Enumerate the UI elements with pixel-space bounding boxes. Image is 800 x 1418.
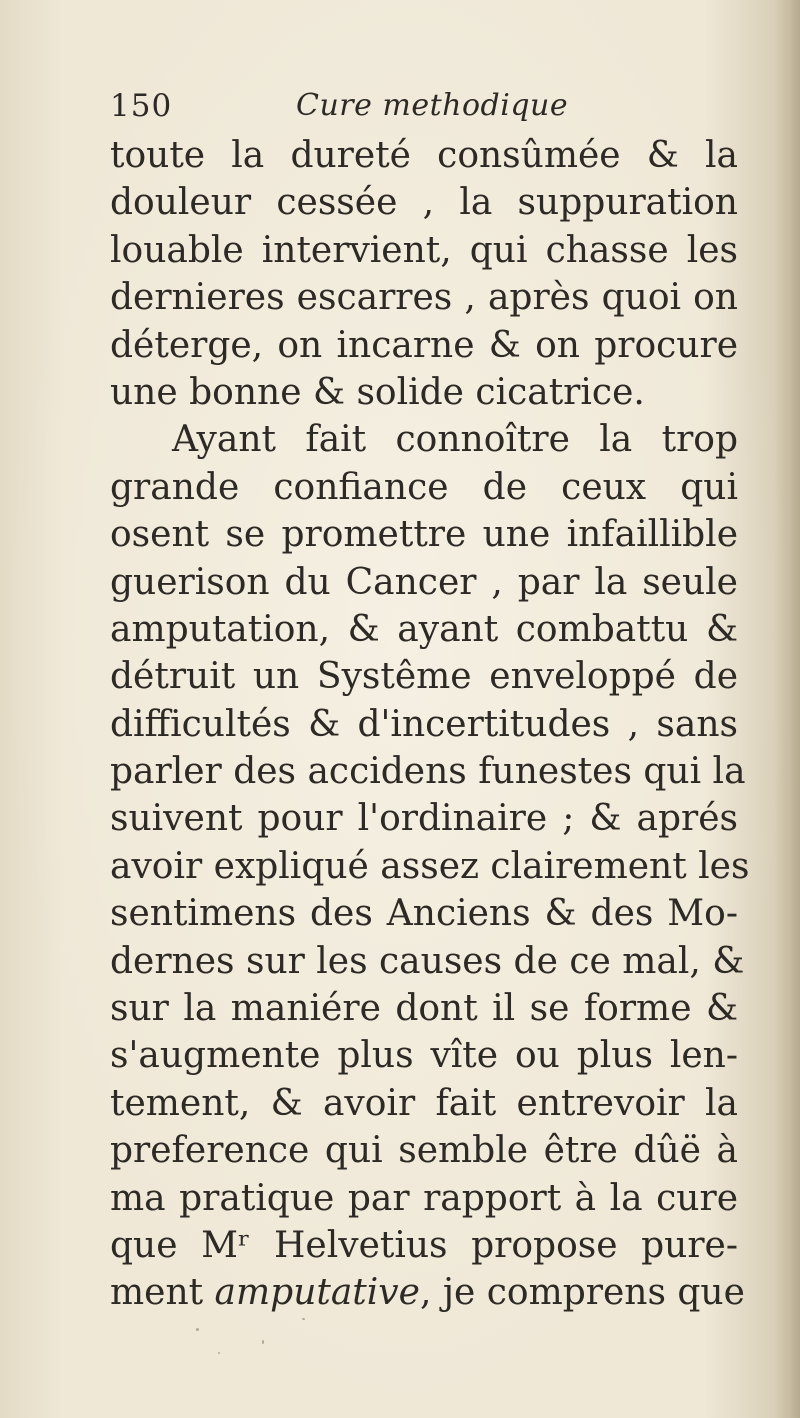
text-line: osent se promettre une infaillible	[110, 514, 738, 556]
paper-speck	[302, 1318, 305, 1320]
paper-speck	[262, 1340, 264, 1344]
text-line: parler des accidens funestes qui la	[110, 751, 746, 793]
text-line: louable intervient, qui chasse les	[110, 229, 738, 271]
page-number: 150	[110, 88, 173, 124]
text-line: difficultés & d'incertitudes , sans	[110, 703, 738, 745]
paper-speck	[196, 1328, 199, 1331]
text-line: une bonne & solide cicatrice.	[110, 371, 645, 413]
text-segment: , je comprens que	[419, 1272, 745, 1314]
text-line: amputation, & ayant combattu &	[110, 608, 738, 650]
text-segment: ment	[110, 1272, 215, 1314]
text-line: dernieres escarres , après quoi on	[110, 277, 738, 319]
page-header	[110, 86, 750, 126]
text-line: suivent pour l'ordinaire ; & aprés	[110, 798, 738, 840]
text-line: s'augmente plus vîte ou plus len-	[110, 1035, 738, 1077]
body-text	[110, 132, 750, 1317]
text-line: avoir expliqué assez clairement les	[110, 845, 750, 887]
text-line: que Mʳ Helvetius propose pure-	[110, 1224, 738, 1266]
text-line: sentimens des Anciens & des Mo-	[110, 893, 738, 935]
text-line-last	[110, 1269, 745, 1316]
text-line: détruit un Systême enveloppé de	[110, 656, 738, 698]
text-line: déterge, on incarne & on procure	[110, 324, 738, 366]
text-line: toute la dureté consûmée & la	[110, 135, 738, 176]
text-line: grande confiance de ceux qui	[110, 466, 738, 508]
page-edge-shadow	[774, 0, 800, 1418]
text-line: ma pratique par rapport à la cure	[110, 1177, 738, 1219]
italic-word: amputative	[214, 1272, 420, 1314]
text-line: dernes sur les causes de ce mal, &	[110, 940, 745, 982]
text-line: preference qui semble être dûë à	[110, 1130, 738, 1172]
running-head: Cure methodique	[296, 88, 569, 123]
text-line: douleur cessée , la suppuration	[110, 182, 738, 224]
paper-speck	[218, 1352, 220, 1354]
text-line: guerison du Cancer , par la seule	[110, 561, 738, 603]
paragraph-start-line: Ayant fait connoître la trop	[172, 419, 738, 461]
text-line: sur la maniére dont il se forme &	[110, 988, 738, 1030]
text-line: tement, & avoir fait entrevoir la	[110, 1082, 738, 1124]
